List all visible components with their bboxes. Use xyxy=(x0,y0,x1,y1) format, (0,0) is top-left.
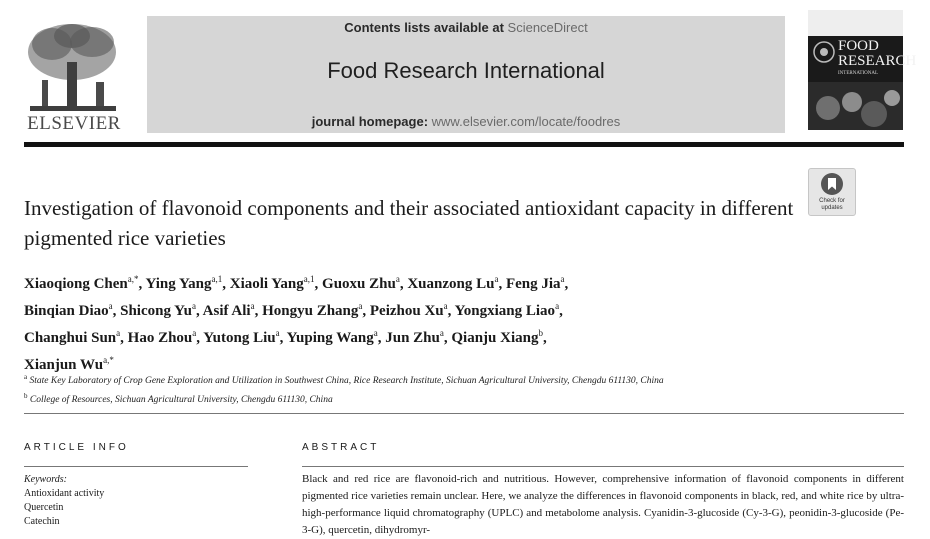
author-affiliation-mark[interactable]: a xyxy=(395,274,400,284)
abstract-rule xyxy=(302,466,904,467)
author-name[interactable]: Yongxiang Liao xyxy=(454,303,556,319)
author-name[interactable]: Ying Yang xyxy=(145,276,212,292)
author-name[interactable]: Hao Zhou xyxy=(127,330,193,346)
article-info-heading: ARTICLE INFO xyxy=(24,442,129,453)
author-name[interactable]: Hongyu Zhang xyxy=(262,303,359,319)
author-name[interactable]: Xianjun Wu xyxy=(24,357,104,373)
author-name[interactable]: Qianju Xiang xyxy=(451,330,539,346)
publisher-name: ELSEVIER xyxy=(27,113,121,134)
keywords-block xyxy=(24,473,248,529)
author-name[interactable]: Xiaoli Yang xyxy=(229,276,304,292)
author-affiliation-mark[interactable]: a xyxy=(116,328,121,338)
abstract-heading: ABSTRACT xyxy=(302,442,380,453)
author-affiliation-mark[interactable]: a xyxy=(108,301,113,311)
contents-prefix: Contents lists available at xyxy=(344,20,508,35)
keywords-list xyxy=(24,487,248,529)
affiliation-mark: b xyxy=(24,392,28,401)
author-affiliation-mark[interactable]: a,* xyxy=(103,355,114,365)
author-name[interactable]: Xuanzong Lu xyxy=(407,276,495,292)
author-name[interactable]: Yutong Liu xyxy=(203,330,276,346)
author-affiliation-mark[interactable]: a xyxy=(494,274,499,284)
author-name[interactable]: Feng Jia xyxy=(505,276,561,292)
cover-title: FOOD RESEARCH xyxy=(838,38,917,69)
author-name[interactable]: Asif Ali xyxy=(202,303,251,319)
author-affiliation-mark[interactable]: a,1 xyxy=(211,274,223,284)
author-affiliation-mark[interactable]: a xyxy=(443,301,448,311)
elsevier-tree-icon xyxy=(22,22,124,114)
article-title: Investigation of flavonoid components and their associated antioxidant capacity in different pigmented rice varieties xyxy=(24,196,794,250)
author-affiliation-mark[interactable]: a xyxy=(555,301,560,311)
author-affiliation-mark[interactable]: a xyxy=(192,328,197,338)
author-name[interactable]: Binqian Diao xyxy=(24,303,109,319)
cover-emblem-icon xyxy=(812,40,836,64)
affiliation-line xyxy=(24,389,844,408)
keyword-item: Antioxidant activity xyxy=(24,488,105,499)
keyword-item: Quercetin xyxy=(24,502,64,513)
author-affiliation-mark[interactable]: a,1 xyxy=(303,274,315,284)
author-name[interactable]: Yuping Wang xyxy=(286,330,374,346)
homepage-link[interactable]: www.elsevier.com/locate/foodres xyxy=(431,114,621,129)
homepage-line xyxy=(147,114,785,129)
author-affiliation-mark[interactable]: a xyxy=(358,301,363,311)
check-for-updates-button[interactable] xyxy=(808,168,856,216)
affiliation-text: College of Resources, Sichuan Agricultural University, Chengdu 611130, China xyxy=(27,395,333,406)
author-name[interactable]: Jun Zhu xyxy=(385,330,440,346)
homepage-label: journal homepage: xyxy=(311,114,432,129)
journal-banner xyxy=(147,16,785,133)
affiliation-mark: a xyxy=(24,373,28,381)
author-affiliation-mark[interactable]: a,* xyxy=(127,274,139,284)
journal-cover[interactable] xyxy=(808,10,917,130)
author-affiliation-mark[interactable]: a xyxy=(439,328,444,338)
author-affiliation-mark[interactable]: a xyxy=(191,301,196,311)
author-affiliation-mark[interactable]: a xyxy=(373,328,378,338)
author-name[interactable]: Guoxu Zhu xyxy=(322,276,396,292)
keywords-label: Keywords: xyxy=(24,474,67,485)
affiliation-list xyxy=(24,370,844,408)
author-name[interactable]: Peizhou Xu xyxy=(369,303,444,319)
author-name[interactable]: Changhui Sun xyxy=(24,330,117,346)
cover-image-icon xyxy=(808,82,903,130)
section-divider xyxy=(24,413,904,414)
affiliation-text: State Key Laboratory of Crop Gene Exploration and Utilization in Southwest China, Rice Research Institute, Sichuan Agricultural University, Chengdu 611130, China xyxy=(27,376,664,387)
article-info-rule xyxy=(24,466,248,467)
header-rule xyxy=(24,142,904,147)
bookmark-icon xyxy=(820,172,844,196)
cover-subtitle: INTERNATIONAL xyxy=(838,71,878,76)
cover-top-band xyxy=(808,10,903,36)
author-name[interactable]: Xiaoqiong Chen xyxy=(24,276,128,292)
author-affiliation-mark[interactable]: a xyxy=(250,301,255,311)
author-name[interactable]: Shicong Yu xyxy=(120,303,192,319)
check-for-updates-label: Check for updates xyxy=(819,198,845,211)
affiliation-line xyxy=(24,370,844,389)
abstract-text: Black and red rice are flavonoid-rich and nutritious. However, comprehensive information of flavonoid components in different pigmented rice varieties remain unclear. Here, we analyze the differences in flavonoid components in black, red, and white rice by ultra-high-performance liquid chromatography (UPLC) and metabolome analysis. Cyanidin-3-glucoside (Cy-3-G), peonidin-3-glucoside (Pe-3-G), quercetin, dihydromyr- xyxy=(302,473,904,536)
journal-title[interactable]: Food Research International xyxy=(327,58,605,83)
author-affiliation-mark[interactable]: b xyxy=(538,328,543,338)
author-affiliation-mark[interactable]: a xyxy=(560,274,565,284)
sciencedirect-link[interactable]: ScienceDirect xyxy=(507,20,588,35)
author-list: Xiaoqiong Chen$^{a,*}$, Ying Yang$^{a,1}$, Xiaoli Yang$^{a,1}$, Guoxu Zhu$^a$, Xuanzong Lu$^a$, Feng Jia$^a$, Binqian Diao$^a$, Shicong Yu$^a$, Asif Ali$^a$, Hongyu Zhang$^a$, Peizhou Xu$^a$, Yongxiang Liao$^a$, Changhui Sun$^a$, Hao Zhou$^a$, Yutong Liu$^a$, Yuping Wang$^a$, Jun Zhu$^a$, Qianju Xiang$^b$, Xianjun $Wu^{a,*}$ xyxy=(24,274,569,373)
author-affiliation-mark[interactable]: a xyxy=(275,328,280,338)
keyword-item: Catechin xyxy=(24,516,60,527)
contents-line xyxy=(147,20,785,35)
